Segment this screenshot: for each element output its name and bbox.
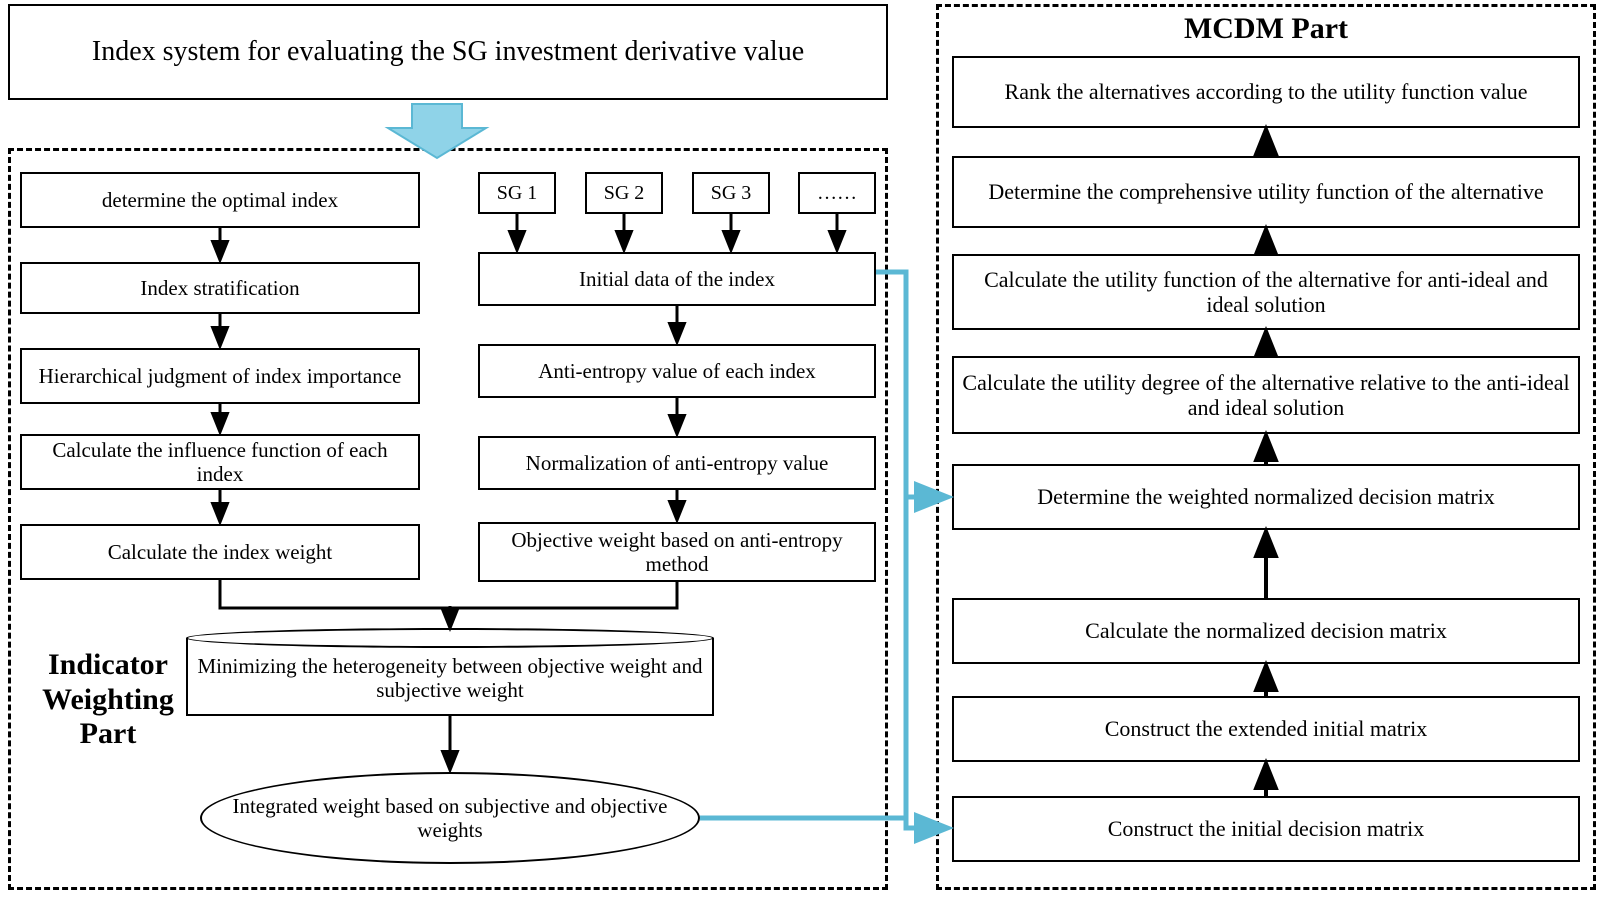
mcdm-step-normalized-matrix: Calculate the normalized decision matrix <box>952 598 1580 664</box>
node-initial-data-index: Initial data of the index <box>478 252 876 306</box>
node-minimizing-heterogeneity: Minimizing the heterogeneity between objective weight and subjective weight <box>186 628 714 716</box>
source-sg-2: SG 2 <box>585 172 663 214</box>
node-normalization-anti-entropy: Normalization of anti-entropy value <box>478 436 876 490</box>
node-determine-optimal-index: determine the optimal index <box>20 172 420 228</box>
mcdm-title: MCDM Part <box>1183 12 1349 45</box>
mcdm-step-utility-function: Calculate the utility function of the alternative for anti-ideal and ideal solution <box>952 254 1580 330</box>
mcdm-step-rank-alternatives: Rank the alternatives according to the utility function value <box>952 56 1580 128</box>
mcdm-step-comprehensive-utility: Determine the comprehensive utility function of the alternative <box>952 156 1580 228</box>
node-index-weight: Calculate the index weight <box>20 524 420 580</box>
diagram-title-text: Index system for evaluating the SG investment derivative value <box>91 35 805 67</box>
node-influence-function: Calculate the influence function of each index <box>20 434 420 490</box>
mcdm-step-weighted-normalized-matrix: Determine the weighted normalized decision matrix <box>952 464 1580 530</box>
source-sg-more: …… <box>798 172 876 214</box>
node-hierarchical-judgment: Hierarchical judgment of index importance <box>20 348 420 404</box>
node-index-stratification: Index stratification <box>20 262 420 314</box>
indicator-weighting-label: Indicator Weighting Part <box>42 648 174 750</box>
node-integrated-weight: Integrated weight based on subjective and objective weights <box>200 772 700 864</box>
source-sg-1: SG 1 <box>478 172 556 214</box>
diagram-title-box <box>8 4 888 100</box>
source-sg-3: SG 3 <box>692 172 770 214</box>
mcdm-step-extended-initial-matrix: Construct the extended initial matrix <box>952 696 1580 762</box>
mcdm-step-utility-degree: Calculate the utility degree of the alternative relative to the anti-ideal and ideal solution <box>952 356 1580 434</box>
mcdm-step-initial-decision-matrix: Construct the initial decision matrix <box>952 796 1580 862</box>
node-anti-entropy-value: Anti-entropy value of each index <box>478 344 876 398</box>
node-objective-weight: Objective weight based on anti-entropy method <box>478 522 876 582</box>
